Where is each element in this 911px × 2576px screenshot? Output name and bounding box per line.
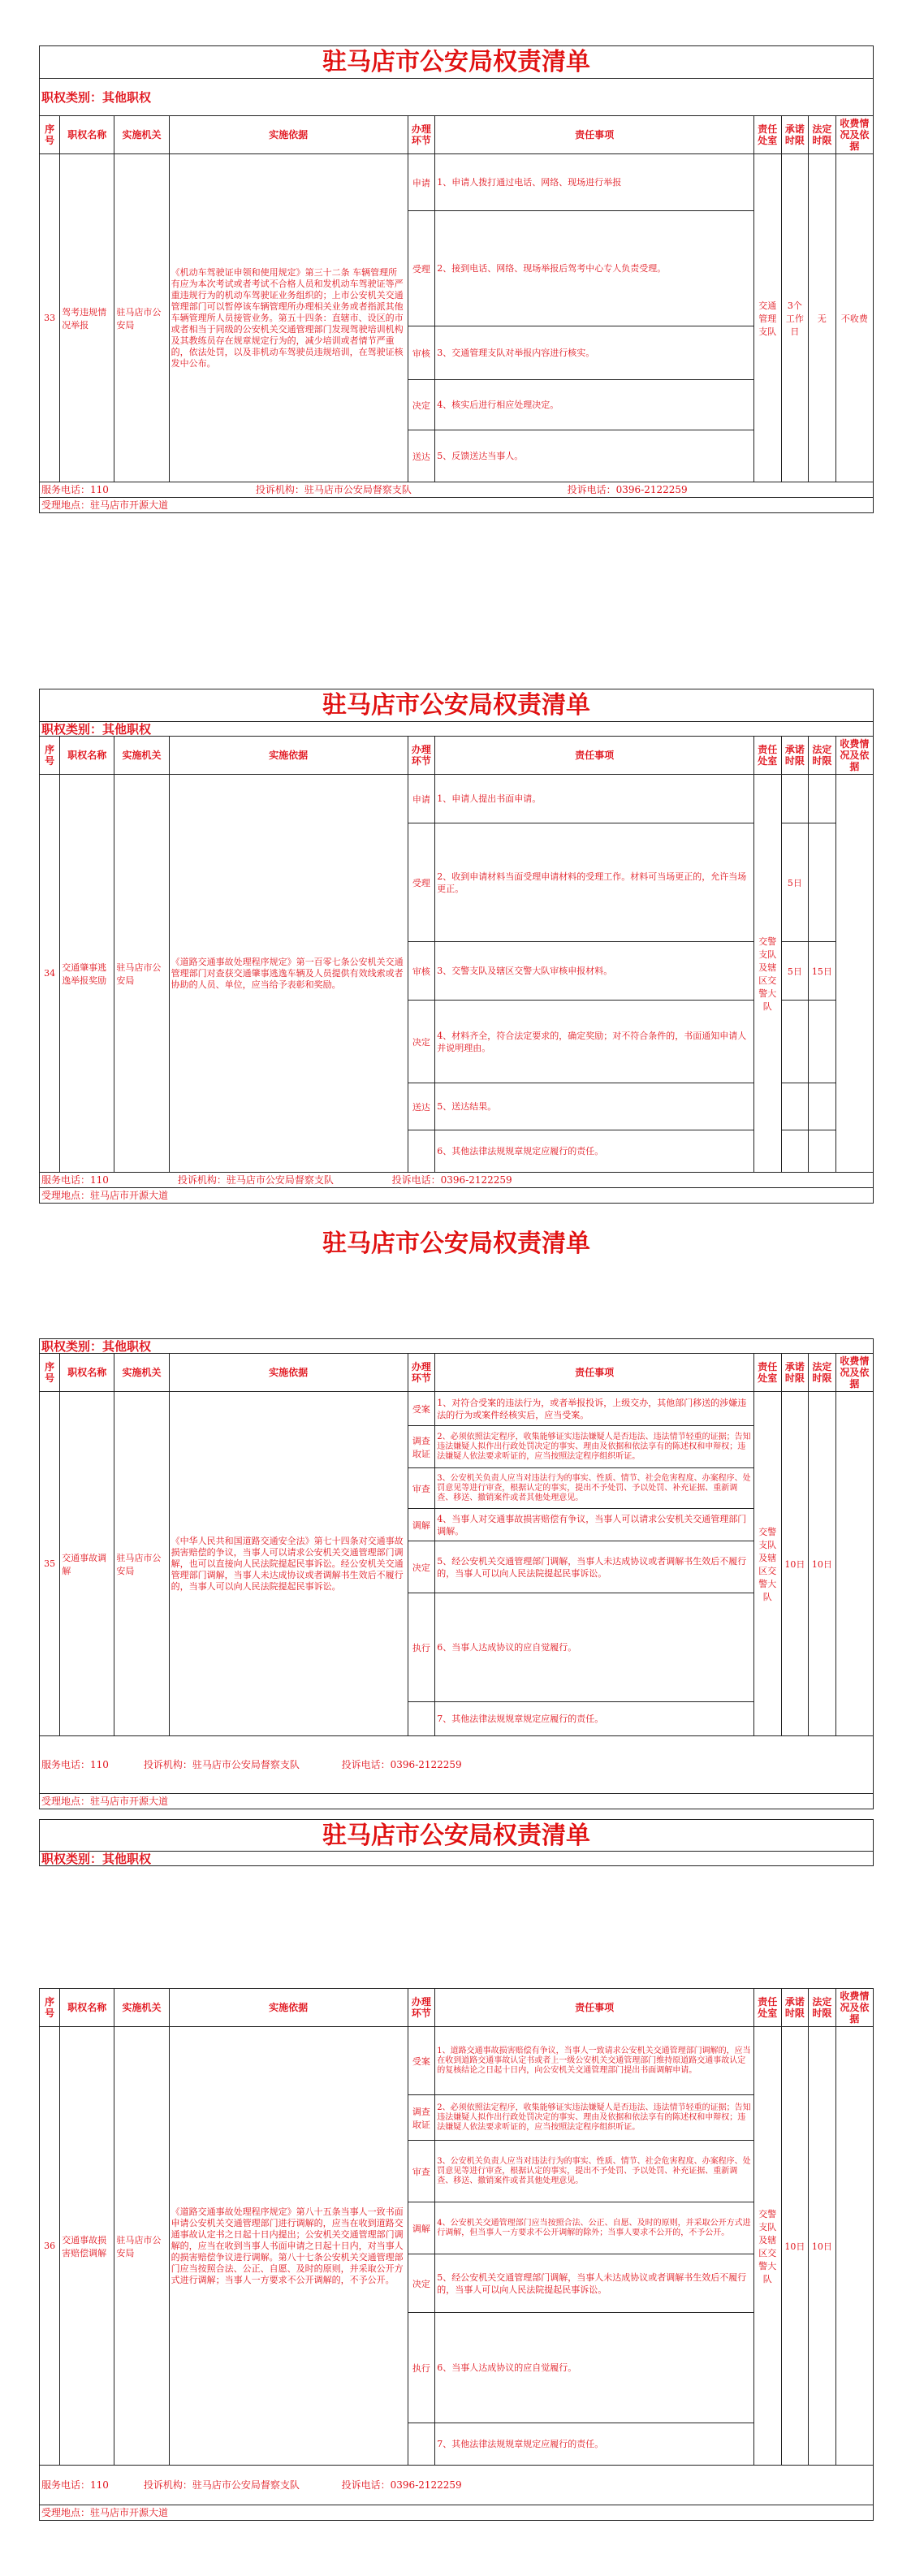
step-stage: 决定: [408, 2254, 435, 2313]
complaint-phone: 投诉电话：0396-2122259: [341, 2479, 462, 2491]
step-legal: [809, 823, 836, 942]
step-stage: 调查取证: [408, 2095, 435, 2141]
header-agency: 实施机关: [114, 1354, 169, 1392]
step-duty: 1、申请人提出书面申请。: [435, 775, 754, 823]
step-duty: 2、必须依照法定程序，收集能够证实违法嫌疑人是否违法、违法情节轻重的证据；告知违法嫌疑人拟作出行政处罚决定的事实、理由及依据和依法享有的陈述权和申辩权；违法嫌疑人依法要求听证的，应当按照法定程序组织听证。: [435, 2095, 754, 2141]
page-title-clipped: 驻马店市公安局权责清单: [322, 1230, 590, 1258]
header-stage: 办理环节: [408, 116, 435, 154]
step-duty: 3、公安机关负责人应当对违法行为的事实、性质、情节、社会危害程度、办案程序、处罚意见等进行审查，根据认定的事实，提出不予处罚、予以处罚、补充证据、重新调查、移送、撤销案件或者其他处理意见。: [435, 2141, 754, 2202]
header-agency: 实施机关: [114, 737, 169, 775]
step-stage: 送达: [408, 430, 435, 482]
row-basis: 《道路交通事故处理程序规定》第一百零七条公安机关交通管理部门对查获交通肇事逃逸车辆及人员提供有效线索或者协助的人员、单位，应当给予表彰和奖励。: [169, 775, 408, 1173]
row-name: 驾考违规情况举报: [60, 154, 114, 482]
service-phone: 服务电话：110: [41, 1174, 109, 1186]
category-label: 职权类别：其他职权: [39, 78, 874, 115]
row-dept: 交警支队及辖区交警大队: [753, 775, 781, 1173]
row-fee: [835, 775, 873, 1173]
row-fee: [835, 1392, 873, 1736]
row-agency: 驻马店市公安局: [114, 1392, 169, 1736]
step-duty: 3、公安机关负责人应当对违法行为的事实、性质、情节、社会危害程度、办案程序、处罚意见等进行审查，根据认定的事实，提出不予处罚、予以处罚、补充证据、重新调查、移送、撤销案件或者其他处理意见。: [435, 1468, 754, 1509]
step-stage: 受理: [408, 823, 435, 942]
header-promise: 承诺时限: [781, 737, 809, 775]
header-seq: 序号: [40, 116, 60, 154]
step-legal: 15日: [809, 942, 836, 1001]
header-name: 职权名称: [60, 1989, 114, 2027]
step-stage: 决定: [408, 1001, 435, 1083]
step-promise: [781, 1083, 809, 1130]
sheet-35: [39, 1338, 874, 1866]
step-duty: 1、对符合受案的违法行为，或者举报投诉，上级交办，其他部门移送的涉嫌违法的行为或案件经核实后，应当受案。: [435, 1392, 754, 1426]
row-basis: 《道路交通事故处理程序规定》第八十五条当事人一致书面申请公安机关交通管理部门进行调解的，应当在收到道路交通事故认定书之日起十日内提出；公安机关交通管理部门调解的，应当在收到当事人书面申请之日起十日内，对当事人的损害赔偿争议进行调解。第八十七条公安机关交通管理部门应当按照合法、公正、自愿、及时的原则，并采取公开方式进行调解；当事人一方要求不公开调解的，不予公开。: [169, 2027, 408, 2466]
complaint-phone: 投诉电话：0396-2122259: [567, 484, 688, 495]
step-stage: 受理: [408, 211, 435, 326]
page-title: 驻马店市公安局权责清单: [39, 45, 874, 78]
row-promise: 3个工作日: [781, 154, 809, 482]
step-duty: 2、接到电话、网络、现场举报后驾考中心专人负责受理。: [435, 211, 754, 326]
header-agency: 实施机关: [114, 116, 169, 154]
header-basis: 实施依据: [169, 116, 408, 154]
step-duty: 5、反馈送达当事人。: [435, 430, 754, 482]
service-phone: 服务电话：110: [41, 2479, 109, 2491]
header-fee: 收费情况及依据: [835, 1354, 873, 1392]
step-promise: [781, 1001, 809, 1083]
address: 受理地点：驻马店市开源大道: [41, 1796, 169, 1807]
step-duty: 5、经公安机关交通管理部门调解，当事人未达成协议或者调解书生效后不履行的，当事人可以向人民法院提起民事诉讼。: [435, 1541, 754, 1593]
header-basis: 实施依据: [169, 737, 408, 775]
header-dept: 责任处室: [753, 116, 781, 154]
header-seq: 序号: [40, 1354, 60, 1392]
step-duty: 4、核实后进行相应处理决定。: [435, 380, 754, 430]
row-legal: 无: [809, 154, 836, 482]
header-dept: 责任处室: [753, 737, 781, 775]
step-duty: 1、申请人拨打通过电话、网络、现场进行举报: [435, 154, 754, 211]
step-stage: 调查取证: [408, 1426, 435, 1468]
row-fee: [835, 2027, 873, 2466]
step-stage: 执行: [408, 2313, 435, 2423]
step-stage: 执行: [408, 1593, 435, 1702]
step-promise: [781, 775, 809, 823]
row-legal: 10日: [809, 2027, 836, 2466]
step-duty: 4、公安机关交通管理部门应当按照合法、公正、自愿、及时的原则，并采取公开方式进行调解，但当事人一方要求不公开调解的除外；当事人要求不公开的，不予公开。: [435, 2202, 754, 2254]
step-promise: 5日: [781, 942, 809, 1001]
step-duty: 3、交警支队及辖区交警大队审核申报材料。: [435, 942, 754, 1001]
header-duty: 责任事项: [435, 116, 754, 154]
step-stage: 调解: [408, 2202, 435, 2254]
step-stage: 受案: [408, 2027, 435, 2095]
page-title: 驻马店市公安局权责清单: [39, 689, 874, 721]
header-promise: 承诺时限: [781, 1354, 809, 1392]
step-legal: [809, 1130, 836, 1173]
header-duty: 责任事项: [435, 1989, 754, 2027]
row-seq: 36: [40, 2027, 60, 2466]
sheet-34: [39, 689, 874, 1204]
header-stage: 办理环节: [408, 1989, 435, 2027]
step-stage: 审核: [408, 326, 435, 380]
step-stage: [408, 2423, 435, 2466]
step-duty: 5、送达结果。: [435, 1083, 754, 1130]
header-duty: 责任事项: [435, 1354, 754, 1392]
row-name: 交通事故损害赔偿调解: [60, 2027, 114, 2466]
row-agency: 驻马店市公安局: [114, 154, 169, 482]
header-fee: 收费情况及依据: [835, 116, 873, 154]
complaint-agency: 投诉机构：驻马店市公安局督察支队: [143, 1759, 300, 1770]
sheet-36: [39, 1988, 874, 2521]
header-stage: 办理环节: [408, 737, 435, 775]
footer: [39, 482, 874, 513]
step-duty: 5、经公安机关交通管理部门调解，当事人未达成协议或者调解书生效后不履行的，当事人可以向人民法院提起民事诉讼。: [435, 2254, 754, 2313]
step-legal: [809, 1001, 836, 1083]
header-legal: 法定时限: [809, 116, 836, 154]
category-label: 职权类别：其他职权: [39, 721, 874, 736]
row-seq: 35: [40, 1392, 60, 1736]
page-title: 驻马店市公安局权责清单: [39, 1819, 874, 1852]
header-basis: 实施依据: [169, 1354, 408, 1392]
row-agency: 驻马店市公安局: [114, 775, 169, 1173]
header-dept: 责任处室: [753, 1354, 781, 1392]
step-promise: [781, 1130, 809, 1173]
header-basis: 实施依据: [169, 1989, 408, 2027]
complaint-phone: 投诉电话：0396-2122259: [391, 1174, 512, 1186]
row-basis: 《机动车驾驶证申领和使用规定》第三十二条 车辆管理所有应为本次考试或者考试不合格人员和发机动车驾驶证等严重违规行为的机动车驾驶证业务组织的；上市公安机关交通管理部门可以暂停该车辆管理所办理相关业务或者指派其他车辆管理所人员接管业务。第五十四条：直辖市、设区的市或者相当于同级的公安机关交通管理部门发现驾驶培训机构及其教练员存在规章规定行为的，减少培训或者情节严重的，依法处罚，以及非机动车驾驶员违规培训，在驾驶证核发中公布。: [169, 154, 408, 482]
header-dept: 责任处室: [753, 1989, 781, 2027]
duty-table: [39, 1988, 874, 2466]
row-promise: 10日: [781, 2027, 809, 2466]
step-duty: 2、收到申请材料当面受理申请材料的受理工作。材料可当场更正的，允许当场更正。: [435, 823, 754, 942]
address: 受理地点：驻马店市开源大道: [41, 1190, 169, 1201]
service-phone: 服务电话：110: [41, 484, 109, 495]
step-stage: 申请: [408, 775, 435, 823]
row-fee: 不收费: [835, 154, 873, 482]
category-label: 职权类别：其他职权: [39, 1338, 874, 1353]
footer: [39, 1736, 874, 1809]
row-dept: 交警支队及辖区交警大队: [753, 2027, 781, 2466]
step-promise: 5日: [781, 823, 809, 942]
header-seq: 序号: [40, 1989, 60, 2027]
step-legal: [809, 1083, 836, 1130]
step-duty: 4、材料齐全，符合法定要求的，确定奖励；对不符合条件的，书面通知申请人并说明理由。: [435, 1001, 754, 1083]
row-dept: 交通管理支队: [753, 154, 781, 482]
row-legal: 10日: [809, 1392, 836, 1736]
header-duty: 责任事项: [435, 737, 754, 775]
step-stage: 审查: [408, 2141, 435, 2202]
step-stage: 送达: [408, 1083, 435, 1130]
complaint-agency: 投诉机构：驻马店市公安局督察支队: [255, 484, 412, 495]
header-stage: 办理环节: [408, 1354, 435, 1392]
row-promise: 10日: [781, 1392, 809, 1736]
step-duty: 7、其他法律法规规章规定应履行的责任。: [435, 1702, 754, 1736]
duty-table: [39, 1353, 874, 1736]
header-fee: 收费情况及依据: [835, 1989, 873, 2027]
step-stage: [408, 1130, 435, 1173]
step-legal: [809, 775, 836, 823]
duty-table: [39, 115, 874, 482]
step-duty: 7、其他法律法规规章规定应履行的责任。: [435, 2423, 754, 2466]
header-name: 职权名称: [60, 116, 114, 154]
row-name: 交通事故调解: [60, 1392, 114, 1736]
row-name: 交通肇事逃逸举报奖励: [60, 775, 114, 1173]
address: 受理地点：驻马店市开源大道: [41, 499, 169, 511]
row-seq: 33: [40, 154, 60, 482]
header-name: 职权名称: [60, 737, 114, 775]
service-phone: 服务电话：110: [41, 1759, 109, 1770]
address: 受理地点：驻马店市开源大道: [41, 2507, 169, 2518]
header-promise: 承诺时限: [781, 1989, 809, 2027]
step-stage: 申请: [408, 154, 435, 211]
step-duty: 6、当事人达成协议的应自觉履行。: [435, 2313, 754, 2423]
category-label: 职权类别：其他职权: [39, 1852, 874, 1866]
step-stage: 调解: [408, 1509, 435, 1541]
step-duty: 3、交通管理支队对举报内容进行核实。: [435, 326, 754, 380]
header-legal: 法定时限: [809, 737, 836, 775]
step-stage: 决定: [408, 1541, 435, 1593]
step-stage: 决定: [408, 380, 435, 430]
row-basis: 《中华人民共和国道路交通安全法》第七十四条对交通事故损害赔偿的争议，当事人可以请求公安机关交通管理部门调解，也可以直接向人民法院提起民事诉讼。经公安机关交通管理部门调解，当事人未达成协议或者调解书生效后不履行的，当事人可以向人民法院提起民事诉讼。: [169, 1392, 408, 1736]
step-stage: 审查: [408, 1468, 435, 1509]
row-seq: 34: [40, 775, 60, 1173]
row-agency: 驻马店市公安局: [114, 2027, 169, 2466]
step-stage: 审核: [408, 942, 435, 1001]
step-duty: 6、当事人达成协议的应自觉履行。: [435, 1593, 754, 1702]
header-promise: 承诺时限: [781, 116, 809, 154]
header-name: 职权名称: [60, 1354, 114, 1392]
header-legal: 法定时限: [809, 1354, 836, 1392]
footer: [39, 2466, 874, 2521]
complaint-agency: 投诉机构：驻马店市公安局督察支队: [143, 2479, 300, 2491]
step-duty: 1、道路交通事故损害赔偿有争议，当事人一致请求公安机关交通管理部门调解的，应当在收到道路交通事故认定书或者上一级公安机关交通管理部门维持原道路交通事故认定的复核结论之日起十日内，向公安机关交通管理部门提出书面调解申请。: [435, 2027, 754, 2095]
header-agency: 实施机关: [114, 1989, 169, 2027]
header-fee: 收费情况及依据: [835, 737, 873, 775]
complaint-phone: 投诉电话：0396-2122259: [341, 1759, 462, 1770]
duty-table: [39, 736, 874, 1173]
row-dept: 交警支队及辖区交警大队: [753, 1392, 781, 1736]
step-stage: [408, 1702, 435, 1736]
step-stage: 受案: [408, 1392, 435, 1426]
header-legal: 法定时限: [809, 1989, 836, 2027]
step-duty: 6、其他法律法规规章规定应履行的责任。: [435, 1130, 754, 1173]
sheet-33: [39, 45, 874, 513]
footer: [39, 1173, 874, 1204]
step-duty: 2、必须依照法定程序，收集能够证实违法嫌疑人是否违法、违法情节轻重的证据；告知违法嫌疑人拟作出行政处罚决定的事实、理由及依据和依法享有的陈述权和申辩权；违法嫌疑人依法要求听证的，应当按照法定程序组织听证。: [435, 1426, 754, 1468]
complaint-agency: 投诉机构：驻马店市公安局督察支队: [177, 1174, 334, 1186]
step-duty: 4、当事人对交通事故损害赔偿有争议，当事人可以请求公安机关交通管理部门调解。: [435, 1509, 754, 1541]
header-seq: 序号: [40, 737, 60, 775]
